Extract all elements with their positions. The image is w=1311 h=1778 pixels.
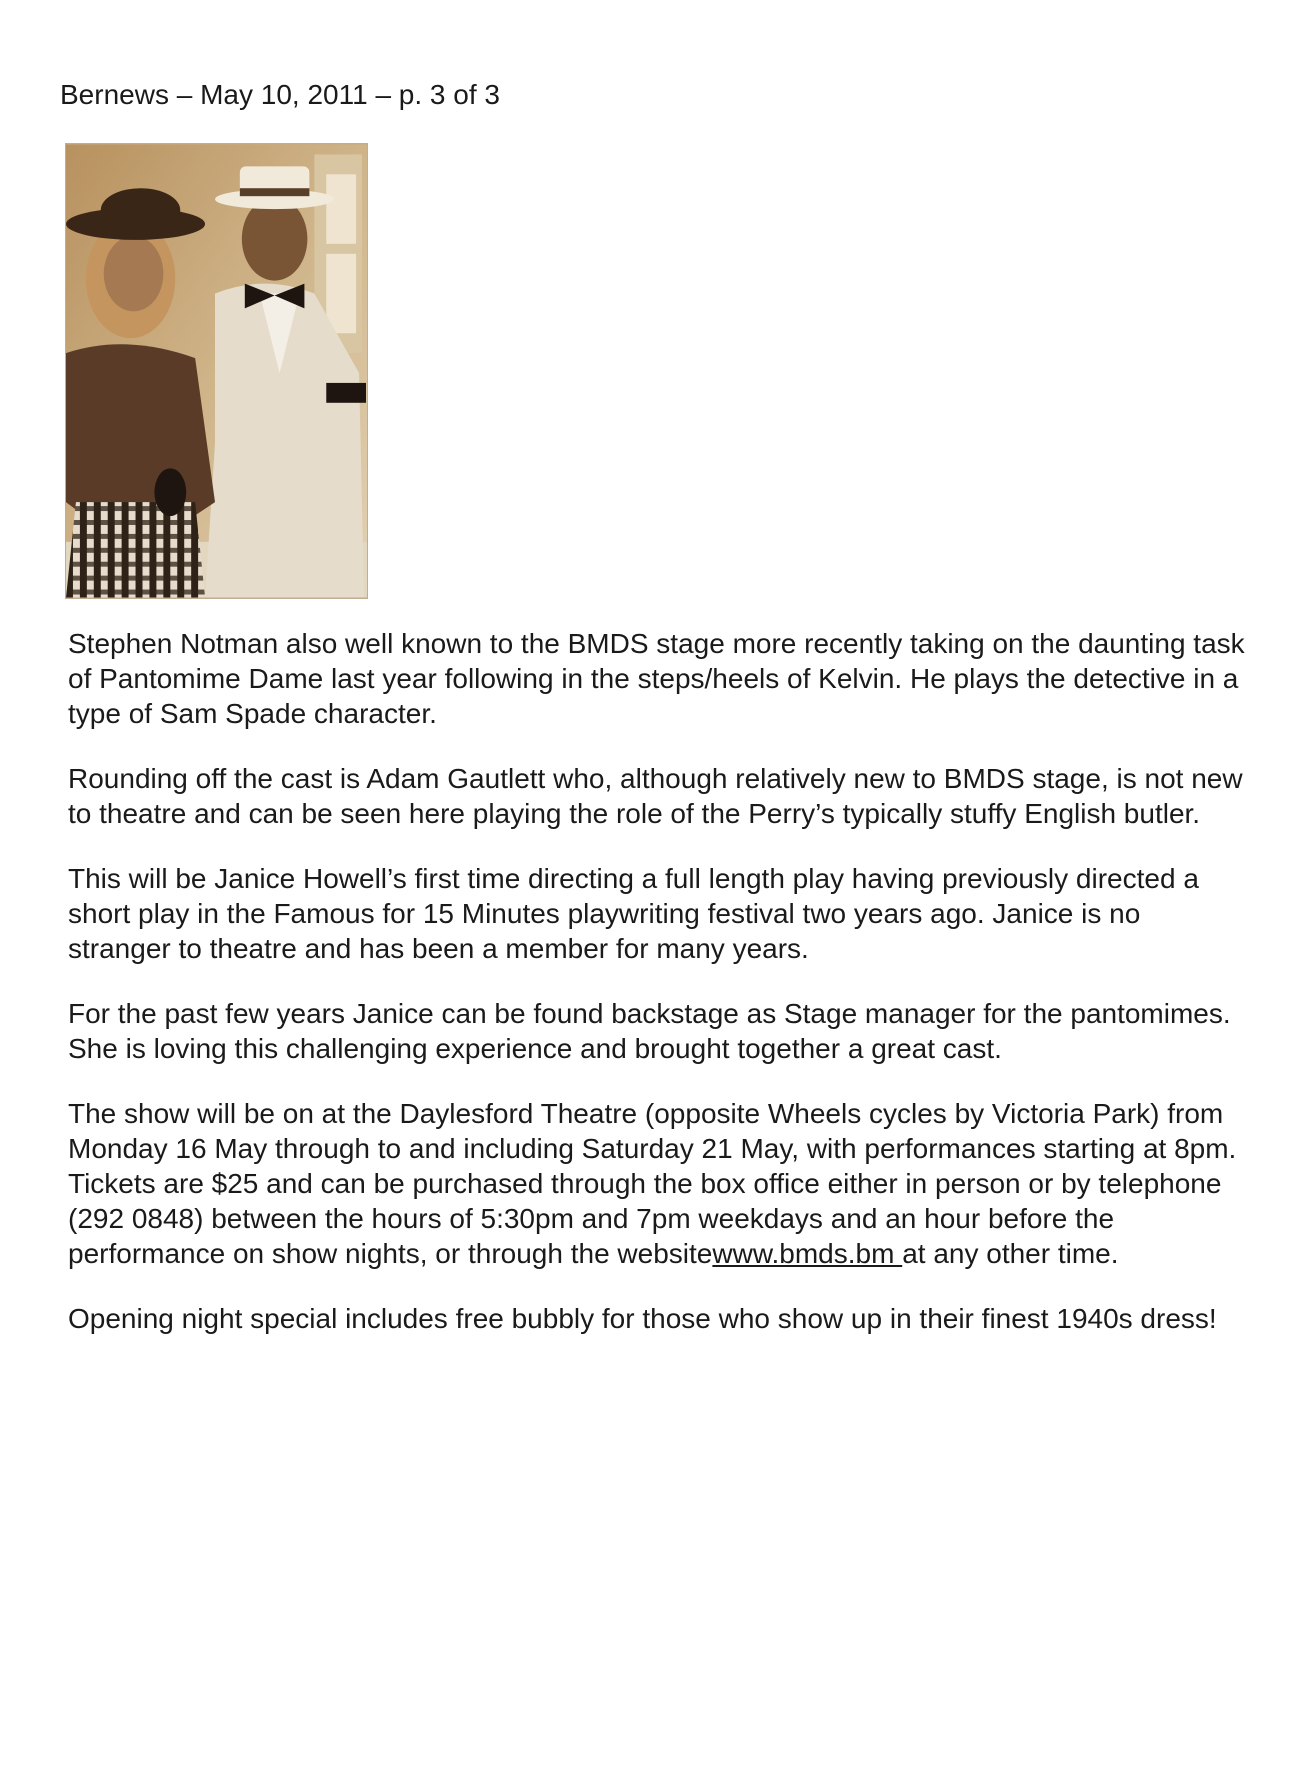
- paragraph-adam-gautlett: Rounding off the cast is Adam Gautlett who, although relatively new to BMDS stage, is not new to theatre and can be seen here playing the role of the Perry’s typically stuffy English butler.: [68, 763, 1243, 829]
- show-details-text: The show will be on at the Daylesford Theatre (opposite Wheels cycles by Victoria Park) from Monday 16 May through to and including Saturday 21 May, with performances starting at 8pm. Tickets are $25 and can be purchased through the box office either in person or by telephone (292 0848) between the hours of 5:30pm and 7pm weekdays and an hour before the performance on show nights, or through the website: [68, 1098, 1237, 1269]
- paragraph-opening-night: Opening night special includes free bubbly for those who show up in their finest 1940s dress!: [68, 1303, 1217, 1334]
- cast-photo-image: [66, 144, 367, 598]
- paragraph-stephen-notman: Stephen Notman also well known to the BMDS stage more recently taking on the daunting task of Pantomime Dame last year following in the steps/heels of Kelvin. He plays the detective in a type of Sam Spade character.: [68, 628, 1245, 729]
- article-body: [68, 626, 1248, 1366]
- page-header: Bernews – May 10, 2011 – p. 3 of 3: [60, 79, 500, 110]
- paragraph-janice-howell: This will be Janice Howell’s first time directing a full length play having previously directed a short play in the Famous for 15 Minutes playwriting festival two years ago. Janice is no stranger to theatre and has been a member for many years.: [68, 863, 1199, 964]
- website-link[interactable]: www.bmds.bm: [712, 1238, 903, 1269]
- paragraph-janice-backstage: For the past few years Janice can be found backstage as Stage manager for the pantomimes. She is loving this challenging experience and brought together a great cast.: [68, 998, 1231, 1064]
- cast-photo: [65, 143, 368, 599]
- show-details-end: at any other time.: [902, 1238, 1119, 1269]
- paragraph-show-details: [68, 1096, 1248, 1271]
